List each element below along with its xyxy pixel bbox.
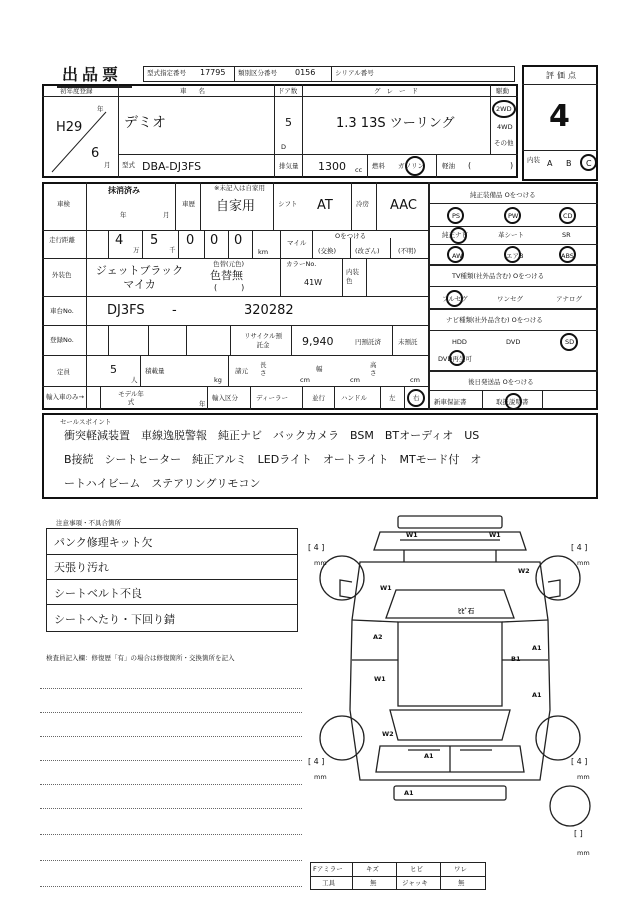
interior-c: C — [586, 159, 592, 168]
class-code-label: 類別区分番号 — [238, 69, 277, 77]
mark-quarter-left: W2 — [382, 730, 394, 738]
model-year-unit: 年 — [199, 400, 206, 408]
color-code-label: カラーNo. — [286, 260, 317, 268]
car-name: デミオ — [124, 115, 166, 131]
vin-dash: - — [172, 303, 177, 318]
nav-dvd-play-circle — [449, 350, 465, 366]
import-label: 輸入車のみ→ — [46, 393, 84, 401]
equip-cd: CD — [563, 212, 573, 220]
equip-sr: SR — [562, 231, 571, 239]
mileage-digit-2: 5 — [150, 233, 159, 248]
tire-fl-unit: mm — [314, 559, 327, 567]
tire-fl-value: [ 4 ] — [308, 543, 325, 552]
dims-height: 高さ — [370, 361, 377, 377]
interior-b: B — [566, 159, 572, 168]
ac-label: 冷房 — [356, 200, 369, 208]
tv-fullseg: フルセグ — [442, 295, 468, 303]
car-damage-diagram — [300, 510, 600, 830]
color-code-value: 41W — [304, 278, 323, 287]
legend-row-value-2: ジャッキ — [402, 879, 428, 887]
notes-line-1: パンク修理キット欠 — [54, 536, 153, 549]
rating-label: 評価点 — [546, 71, 579, 80]
dims-width: 幅 — [316, 365, 323, 373]
code-row — [143, 66, 515, 82]
mark-front-door-left: A2 — [373, 633, 383, 641]
equip-navi: 純正ナビ — [442, 231, 468, 239]
first-reg-month-suffix: 月 — [104, 161, 111, 169]
equip-leather: 革シート — [498, 231, 524, 239]
ac-value: AAC — [390, 198, 417, 213]
nav-dvd-play: DVD再生可 — [438, 355, 472, 363]
usage-value: 自家用 — [216, 199, 256, 214]
rating-value: 4 — [549, 99, 570, 134]
nav-hdd: HDD — [452, 338, 467, 346]
fuel-label: 燃料 — [372, 162, 385, 170]
model-code-value: 17795 — [200, 68, 226, 77]
nav-title: ナビ種類(社外品含む) Oをつける — [446, 316, 543, 324]
usage-note: ※未記入は自家用 — [214, 184, 265, 192]
legend-row-value-1: 無 — [370, 879, 377, 887]
class-code-value: 0156 — [295, 68, 316, 77]
interior-color-label: 内装色 — [346, 268, 359, 285]
model-code-label: 型式指定番号 — [147, 69, 186, 77]
swap-label: (交換) — [318, 247, 337, 255]
displacement-unit: cc — [355, 166, 363, 174]
drive-4wd: 4WD — [497, 123, 513, 131]
form-title: 出品票 — [62, 65, 123, 84]
sales-points-line-2: B接続 シートヒーター 純正アルミ LEDライト オートライト MTモード付 オ — [64, 453, 482, 466]
drive-other: その他 — [494, 139, 514, 147]
nav-sd-circle — [560, 333, 578, 351]
mark-rear-bumper: A1 — [404, 789, 414, 797]
grade-label: グレード — [374, 87, 424, 95]
tv-analog: アナログ — [556, 295, 582, 303]
modify-label: (改ざん) — [355, 247, 380, 255]
shaken-month: 月 — [163, 211, 170, 219]
shaken-year: 年 — [120, 211, 127, 219]
equip-pw: PW — [508, 212, 519, 220]
recycle-value: 9,940 — [302, 335, 334, 348]
shaken-label: 車検 — [57, 200, 70, 208]
sales-points-label: セールスポイント — [60, 418, 112, 426]
tire-fr-value: [ 4 ] — [571, 543, 588, 552]
mark-quarter-right: A1 — [532, 691, 542, 699]
tire-spare-value: [ ] — [574, 829, 583, 838]
katashiki-label: 型式 — [122, 161, 135, 169]
displacement-label: 排気量 — [279, 162, 299, 170]
color-value: ジェットブラックマイカ — [95, 264, 184, 291]
mileage-digit-1: 4 — [115, 233, 124, 248]
car-name-label: 車名 — [180, 87, 217, 95]
mile-label: マイル — [287, 239, 307, 247]
fuel-gasoline-circle — [405, 156, 425, 176]
nav-dvd: DVD — [506, 338, 521, 346]
legend-row-value-3: 無 — [458, 879, 465, 887]
usage-label: 車歴 — [182, 200, 195, 208]
after-manual-circle — [505, 393, 522, 410]
dims-unit-3: cm — [410, 376, 420, 384]
recycle-unit: 円預託済 — [355, 338, 381, 346]
legend-row-label: 工具 — [322, 879, 335, 887]
recycle-label: リサイクル預託金 — [243, 332, 283, 349]
displacement-value: 1300 — [318, 160, 346, 173]
tv-title: TV種類(社外品含む) Oをつける — [452, 272, 545, 280]
mileage-digit-5: 0 — [234, 233, 243, 248]
notes-label: 注意事項・不具合箇所 — [56, 519, 121, 527]
legend-header-3: ヒビ — [410, 865, 423, 873]
fuel-gasoline: ガソリン — [398, 162, 424, 170]
equip-aw: AW — [452, 252, 463, 260]
mark-rear-panel: A1 — [424, 752, 434, 760]
dims-label: 諸元 — [235, 367, 248, 375]
inspector-label: 検査員記入欄：修復歴「有」の場合は修復箇所・交換箇所を記入 — [46, 654, 235, 662]
notes-line-2: 天張り汚れ — [54, 561, 109, 574]
mark-front-left: W1 — [406, 531, 418, 539]
equip-navi-circle — [450, 227, 467, 244]
import-type-label: 輸入区分 — [212, 394, 238, 402]
color-change-label: 色替(元色) — [213, 260, 245, 268]
equipment-title: 純正装備品 Oをつける — [470, 191, 536, 199]
handle-left: 左 — [389, 394, 396, 402]
equip-airbag: エアB — [506, 252, 524, 260]
mark-windshield: ﾋﾋﾞ石 — [458, 607, 475, 615]
sales-points-line-3: ートハイビーム ステアリングリモコン — [64, 477, 261, 490]
interior-a: A — [547, 159, 553, 168]
notes-line-3: シートベルト不良 — [54, 587, 142, 600]
unknown-label: (不明) — [398, 247, 417, 255]
tire-rr-value: [ 4 ] — [571, 757, 588, 766]
equip-abs-circle — [559, 246, 576, 263]
equip-cd-circle — [559, 207, 576, 224]
legend-header-4: ワレ — [454, 865, 467, 873]
tv-fullseg-circle — [446, 290, 463, 307]
tire-rr-unit: mm — [577, 773, 590, 781]
mark-rear-door-left: W1 — [374, 675, 386, 683]
dims-length: 長さ — [260, 361, 267, 377]
vin-label: 車台No. — [50, 307, 74, 315]
mileage-digit-4: 0 — [210, 233, 219, 248]
mileage-unit: km — [258, 248, 269, 256]
dims-unit-2: cm — [350, 376, 360, 384]
after-manual: 取扱説明書 — [496, 398, 529, 406]
interior-label: 内装 — [527, 156, 540, 164]
equip-pw-circle — [504, 207, 521, 224]
handle-right: 右 — [413, 394, 420, 402]
legend-header-1: Fアミラー — [313, 865, 343, 873]
interior-c-circle — [580, 154, 597, 171]
drive-2wd: 2WD — [496, 105, 512, 113]
capacity-value: 5 — [110, 363, 117, 376]
first-reg-month: 6 — [91, 146, 100, 161]
color-label: 外装色 — [52, 271, 72, 279]
equip-abs: ABS — [561, 252, 574, 260]
shift-value: AT — [317, 198, 333, 213]
equip-aw-circle — [447, 246, 464, 263]
drive-label: 駆動 — [496, 87, 509, 95]
mark-fender-left: W1 — [380, 584, 392, 592]
mark-door-right: B1 — [511, 655, 521, 663]
notes-line-4: シートへたり・下回り錆 — [54, 613, 175, 626]
tire-fr-unit: mm — [577, 559, 590, 567]
vin-prefix: DJ3FS — [107, 303, 145, 318]
dims-unit-1: cm — [300, 376, 310, 384]
capacity-label: 定員 — [57, 368, 70, 376]
color-change-value: 色替無 — [210, 269, 243, 282]
load-unit: kg — [214, 376, 222, 384]
grade-value: 1.3 13S ツーリング — [336, 116, 455, 131]
first-reg-slash — [44, 98, 116, 176]
handle-label: ハンドル — [341, 394, 367, 402]
sales-points-line-1: 衝突軽減装置 車線逸脱警報 純正ナビ バックカメラ BSM BTオーディオ US — [64, 429, 480, 442]
handle-right-circle — [407, 389, 425, 407]
reg-label: 登録No. — [50, 336, 74, 344]
mark-front-right: W1 — [489, 531, 501, 539]
first-reg-era: H29 — [56, 120, 83, 135]
shaken-value: 抹消済み — [108, 186, 140, 195]
equip-ps: PS — [452, 212, 461, 220]
capacity-unit: 人 — [131, 376, 138, 384]
mileage-unit-sen: 千 — [169, 246, 176, 254]
model-year-label: モデル年式 — [118, 390, 144, 406]
shift-label: シフト — [278, 200, 298, 208]
mile-mark: Oをつける — [335, 232, 367, 240]
mileage-label: 走行距離 — [49, 236, 75, 244]
katashiki-value: DBA-DJ3FS — [142, 160, 202, 173]
mark-fender-right: W2 — [518, 567, 530, 575]
dealer-label: ディーラー — [256, 394, 288, 402]
load-label: 積載量 — [145, 367, 165, 375]
tire-rl-unit: mm — [314, 773, 327, 781]
equip-airbag-circle — [504, 246, 524, 263]
equip-ps-circle — [447, 207, 464, 224]
tv-oneseg: ワンセグ — [497, 295, 523, 303]
mark-door-right-2: A1 — [532, 644, 542, 652]
tire-rl-value: [ 4 ] — [308, 757, 325, 766]
nav-sd: SD — [565, 338, 575, 346]
recycle-status: 未預託 — [398, 338, 418, 346]
mileage-unit-man: 万 — [133, 246, 140, 254]
vin-number: 320282 — [244, 303, 294, 318]
doors-value: 5 — [285, 116, 292, 129]
tire-spare-unit: mm — [577, 849, 590, 857]
after-warranty: 新車保証書 — [434, 398, 467, 406]
first-reg-label: 初年度登録 — [60, 87, 93, 95]
door-d: D — [281, 143, 287, 151]
fuel-diesel: 軽油 — [442, 162, 455, 170]
after-title: 後日発送品 Oをつける — [468, 378, 534, 386]
doors-label: ドア数 — [278, 87, 298, 95]
parallel-label: 並行 — [312, 394, 325, 402]
legend-header-2: キズ — [366, 865, 379, 873]
mileage-digit-3: 0 — [186, 233, 195, 248]
serial-label: シリアル番号 — [335, 69, 374, 77]
first-reg-year-suffix: 年 — [97, 105, 104, 113]
drive-2wd-circle — [492, 100, 516, 118]
